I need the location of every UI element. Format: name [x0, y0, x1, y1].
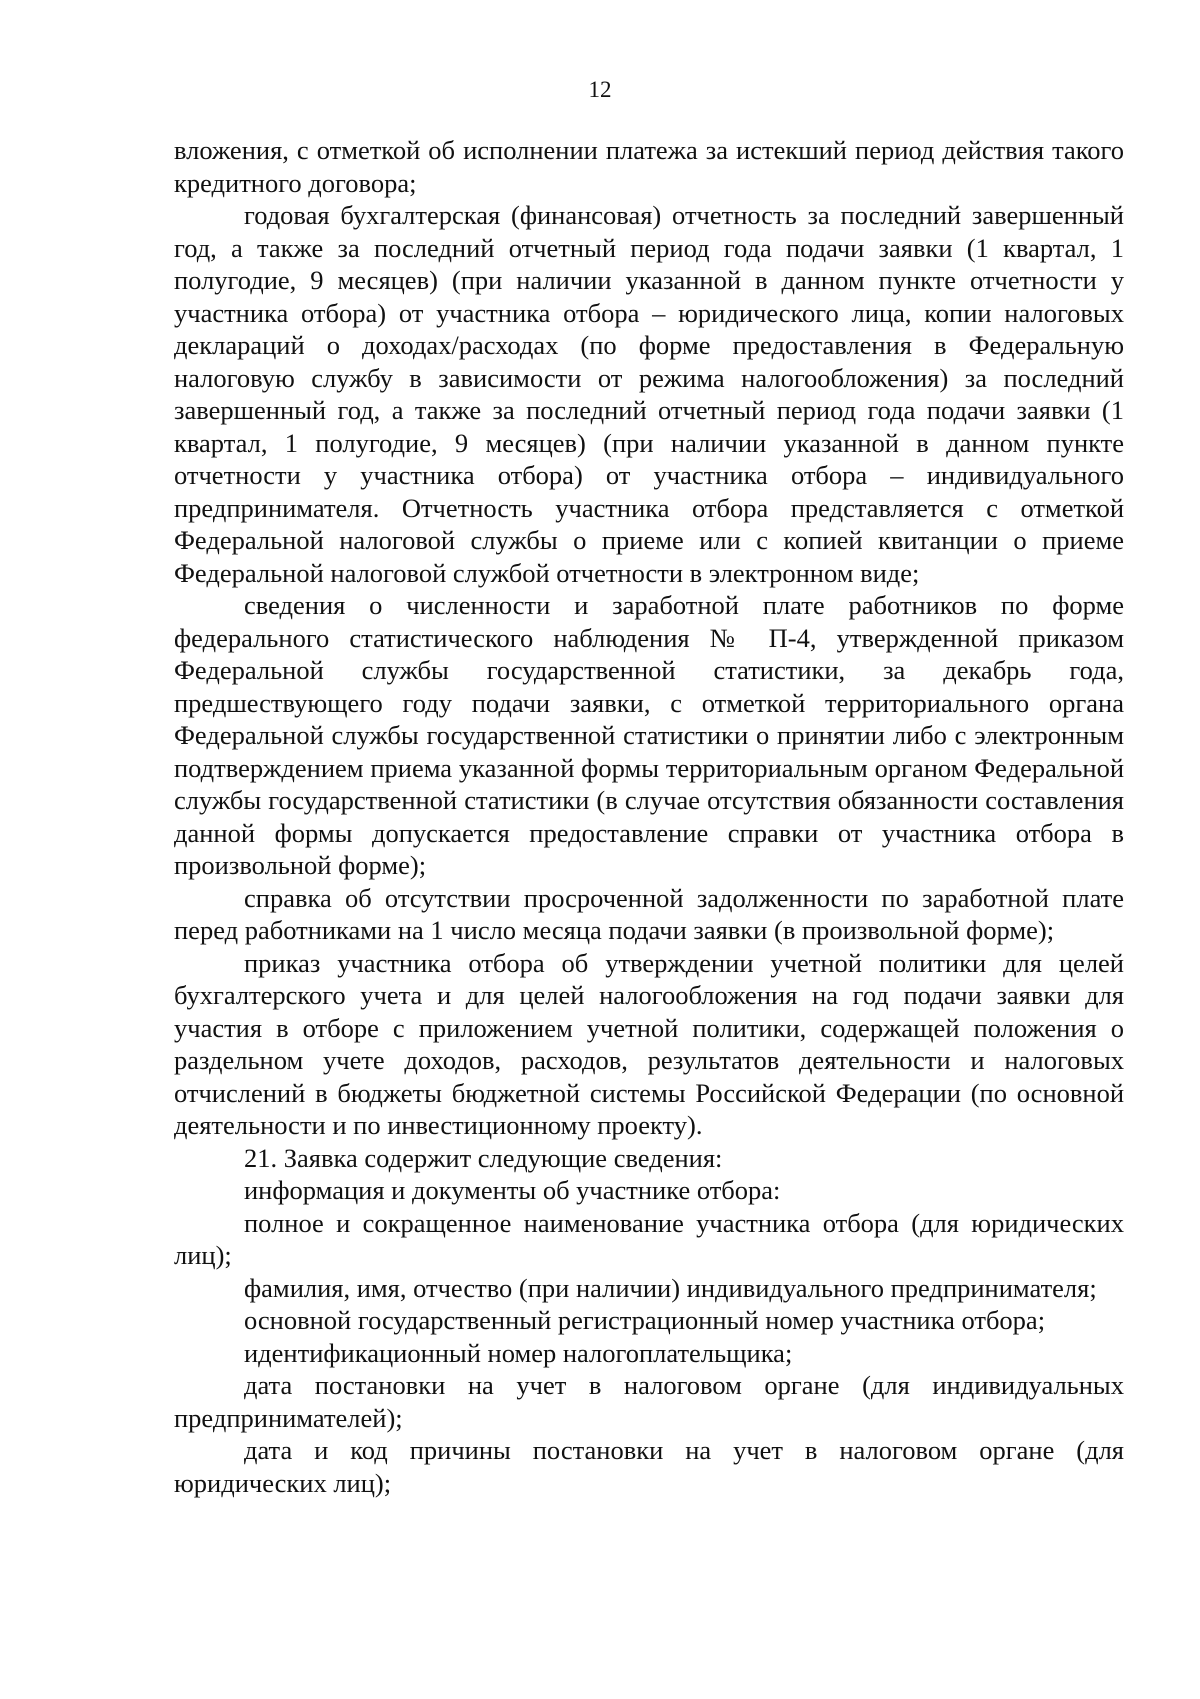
- paragraph-entrepreneur-name: фамилия, имя, отчество (при наличии) индивидуального предпринимателя;: [244, 1272, 1097, 1303]
- paragraph-continuation: вложения, с отметкой об исполнении платежа за истекший период действия такого кредитного договора;: [174, 135, 1124, 198]
- paragraph-ogrn: основной государственный регистрационный номер участника отбора;: [244, 1305, 1046, 1335]
- paragraph-participant-info: информация и документы об участнике отбора:: [244, 1175, 781, 1205]
- document-body: [174, 134, 1124, 1499]
- paragraph-section-21: 21. Заявка содержит следующие сведения:: [244, 1142, 723, 1173]
- paragraph-employee-data: сведения о численности и заработной плате работников по форме федерального статистического наблюдения № П-4, утвержденной приказом Федеральной службы государственной статистики, за декабрь года, предшествующего году подачи заявки, с отметкой территориального органа Федеральной службы государственной статистики о принятии либо с электронным подтверждением приема указанной формы территориальным органом Федеральной службы государственной статистики (в случае отсутствия обязанности составления данной формы допускается предоставление справки от участника отбора в произвольной форме);: [174, 590, 1124, 880]
- paragraph-registration-date-ip: дата постановки на учет в налоговом органе (для индивидуальных предпринимателей);: [174, 1370, 1124, 1433]
- paragraph-salary-debt-certificate: справка об отсутствии просроченной задолженности по заработной плате перед работниками на 1 число месяца подачи заявки (в произвольной форме);: [174, 882, 1124, 945]
- paragraph-registration-date-legal: дата и код причины постановки на учет в налоговом органе (для юридических лиц);: [174, 1435, 1124, 1498]
- paragraph-full-name: полное и сокращенное наименование участника отбора (для юридических лиц);: [174, 1207, 1124, 1270]
- paragraph-accounting-policy: приказ участника отбора об утверждении учетной политики для целей бухгалтерского учета и для целей налогообложения на год подачи заявки для участия в отборе с приложением учетной политики, содержащей положения о раздельном учете доходов, расходов, результатов деятельности и налоговых отчислений в бюджеты бюджетной системы Российской Федерации (по основной деятельности и по инвестиционному проекту).: [174, 947, 1124, 1140]
- paragraph-financial-statements: годовая бухгалтерская (финансовая) отчетность за последний завершенный год, а также за последний отчетный период года подачи заявки (1 квартал, 1 полугодие, 9 месяцев) (при наличии указанной в данном пункте отчетности у участника отбора) от участника отбора – юридического лица, копии налоговых деклараций о доходах/расходах (по форме предоставления в Федеральную налоговую службу в зависимости от режима налогообложения) за последний завершенный год, а также за последний отчетный период года подачи заявки (1 квартал, 1 полугодие, 9 месяцев) (при наличии указанной в данном пункте отчетности у участника отбора) от участника отбора – индивидуального предпринимателя. Отчетность участника отбора представляется с отметкой Федеральной налоговой службы о приеме или с копией квитанции о приеме Федеральной налоговой службой отчетности в электронном виде;: [174, 200, 1124, 588]
- page-number: 12: [588, 77, 612, 102]
- paragraph-inn: идентификационный номер налогоплательщика;: [244, 1337, 793, 1368]
